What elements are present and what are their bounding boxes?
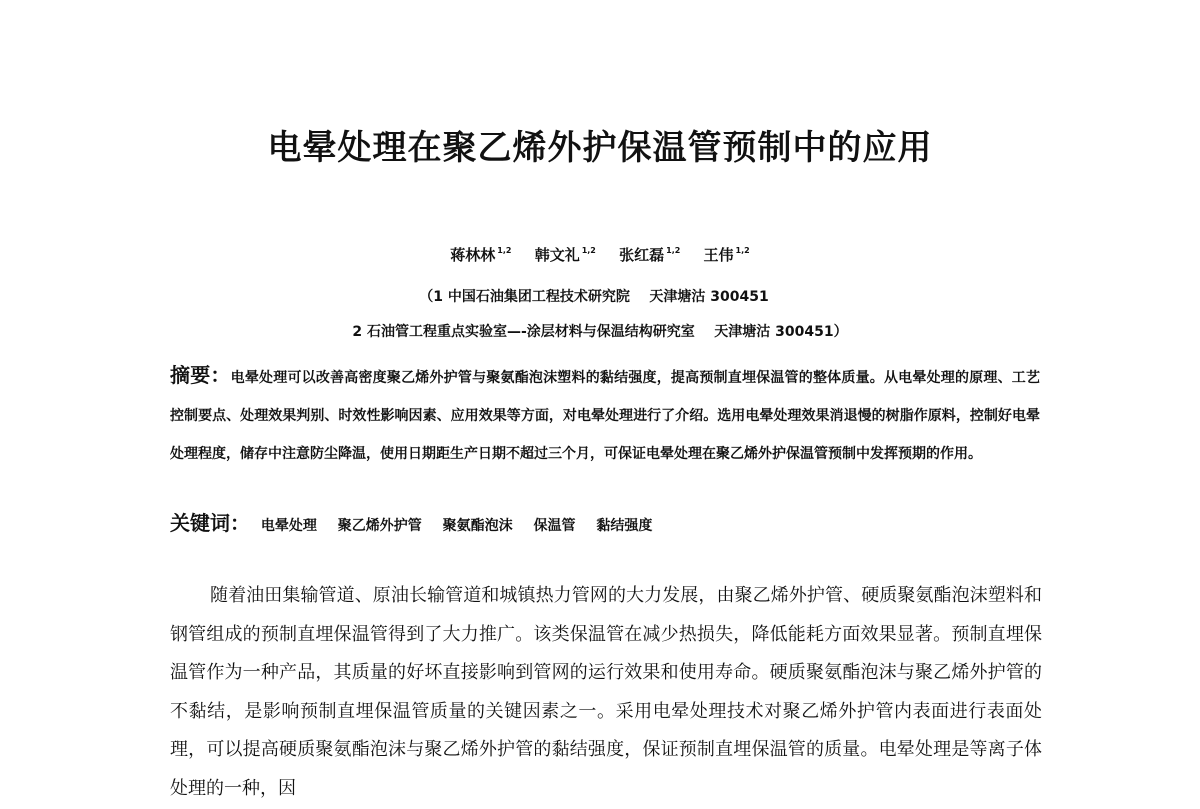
author-name: 张红磊 <box>619 246 665 264</box>
author-3 <box>619 244 680 265</box>
keyword-item: 电晕处理 <box>260 518 317 534</box>
affiliation-2: 2 石油管工程重点实验室—-涂层材料与保温结构研究室 天津塘沽 300451） <box>352 324 848 340</box>
keyword-item: 聚乙烯外护管 <box>337 518 422 534</box>
author-affiliation-mark: 1,2 <box>735 246 750 255</box>
author-name: 王伟 <box>703 246 734 264</box>
author-4 <box>704 244 750 265</box>
abstract-text: 电晕处理可以改善高密度聚乙烯外护管与聚氨酯泡沫塑料的黏结强度，提高预制直埋保温管的整体质量。从电晕处理的原理、工艺控制要点、处理效果判别、时效性影响因素、应用效果等方面，对电晕处理进行了介绍。选用电晕处理效果消退慢的树脂作原料，控制好电晕处理程度，储存中注意防尘降温，使用日期距生产日期不超过三个月，可保证电晕处理在聚乙烯外护保温管预制中发挥预期的作用。 <box>170 370 1041 462</box>
keyword-item: 保温管 <box>533 518 576 534</box>
author-name: 蒋林林 <box>450 246 496 264</box>
author-2 <box>535 244 596 265</box>
affiliation-1: （1 中国石油集团工程技术研究院 天津塘沽 300451 <box>419 289 769 305</box>
paper-title: 电晕处理在聚乙烯外护保温管预制中的应用 <box>267 128 933 168</box>
abstract <box>170 356 1040 473</box>
keyword-item: 黏结强度 <box>596 518 653 534</box>
author-affiliation-mark: 1,2 <box>581 246 596 255</box>
author-affiliation-mark: 1,2 <box>497 246 512 255</box>
keywords <box>170 508 1040 541</box>
author-1 <box>450 244 511 265</box>
author-name: 韩文礼 <box>534 246 580 264</box>
keywords-label: 关键词： <box>170 511 250 535</box>
keyword-item: 聚氨酯泡沫 <box>442 518 513 534</box>
author-affiliation-mark: 1,2 <box>666 246 681 255</box>
body-paragraph: 随着油田集输管道、原油长输管道和城镇热力管网的大力发展，由聚乙烯外护管、硬质聚氨酯泡沫塑料和钢管组成的预制直埋保温管得到了大力推广。该类保温管在减少热损失，降低能耗方面效果显著。预制直埋保温管作为一种产品，其质量的好坏直接影响到管网的运行效果和使用寿命。硬质聚氨酯泡沫与聚乙烯外护管的不黏结，是影响预制直埋保温管质量的关键因素之一。采用电晕处理技术对聚乙烯外护管内表面进行表面处理，可以提高硬质聚氨酯泡沫与聚乙烯外护管的黏结强度，保证预制直埋保温管的质量。电晕处理是等离子体处理的一种，因 <box>170 585 1042 799</box>
author-list <box>0 244 1200 265</box>
abstract-label: 摘要： <box>170 363 231 387</box>
